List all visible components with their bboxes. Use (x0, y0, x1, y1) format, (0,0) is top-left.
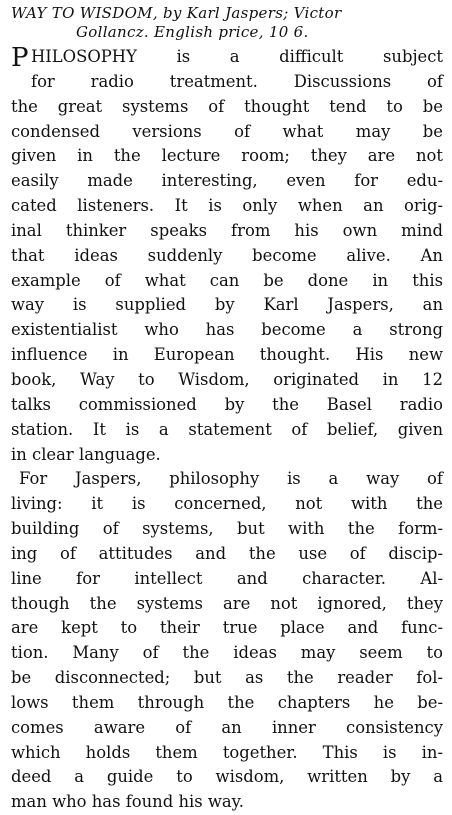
article-line: inal thinker speaks from his own mind (11, 220, 443, 240)
article-line: comes aware of an inner consistency (11, 717, 443, 737)
article-line: For Jaspers, philosophy is a way of (19, 469, 443, 489)
article-line: though the systems are not ignored, they (11, 593, 443, 613)
article-line: station. It is a statement of belief, given (11, 419, 443, 439)
article-line: given in the lecture room; they are not (11, 146, 443, 166)
article-line: book, Way to Wisdom, originated in 12 (11, 369, 443, 389)
article-line: line for intellect and character. Al- (11, 568, 443, 588)
article-line: lows them through the chapters he be- (11, 692, 443, 712)
article-line: that ideas suddenly become alive. An (11, 245, 443, 265)
article-line: in clear language. (11, 444, 161, 464)
article-line: building of systems, but with the form- (11, 519, 443, 539)
article-line: which holds them together. This is in- (11, 742, 443, 762)
article-line: are kept to their true place and func- (11, 618, 443, 638)
article-line: the great systems of thought tend to be (11, 96, 443, 116)
heading-line-1: WAY TO WISDOM, by Karl Jaspers; Victor (11, 4, 342, 22)
article-line: man who has found his way. (11, 792, 244, 812)
article-line: condensed versions of what may be (11, 121, 443, 141)
review-heading (11, 4, 447, 42)
article-line: existentialist who has become a strong (11, 320, 443, 340)
article-line: tion. Many of the ideas may seem to (11, 643, 443, 663)
article-line: influence in European thought. His new (11, 345, 443, 365)
article-line: living: it is concerned, not with the (11, 494, 443, 514)
article-line: ing of attitudes and the use of discip- (11, 543, 443, 563)
article-line: HILOSOPHY is a difficult subject (31, 47, 443, 66)
article-line: talks commissioned by the Basel radio (11, 394, 443, 414)
article-line: cated listeners. It is only when an orig- (11, 196, 443, 216)
article-line: be disconnected; but as the reader fol- (11, 668, 443, 688)
heading-line-2: Gollancz. English price, 10 6. (76, 23, 309, 41)
article-line: example of what can be done in this (11, 270, 443, 290)
article-line: deed a guide to wisdom, written by a (11, 767, 443, 787)
article-line: for radio treatment. Discussions of (31, 71, 443, 91)
article-body (11, 45, 443, 815)
article-line: easily made interesting, even for edu- (11, 171, 443, 191)
article-line: way is supplied by Karl Jaspers, an (11, 295, 443, 315)
drop-cap: P (11, 43, 29, 73)
